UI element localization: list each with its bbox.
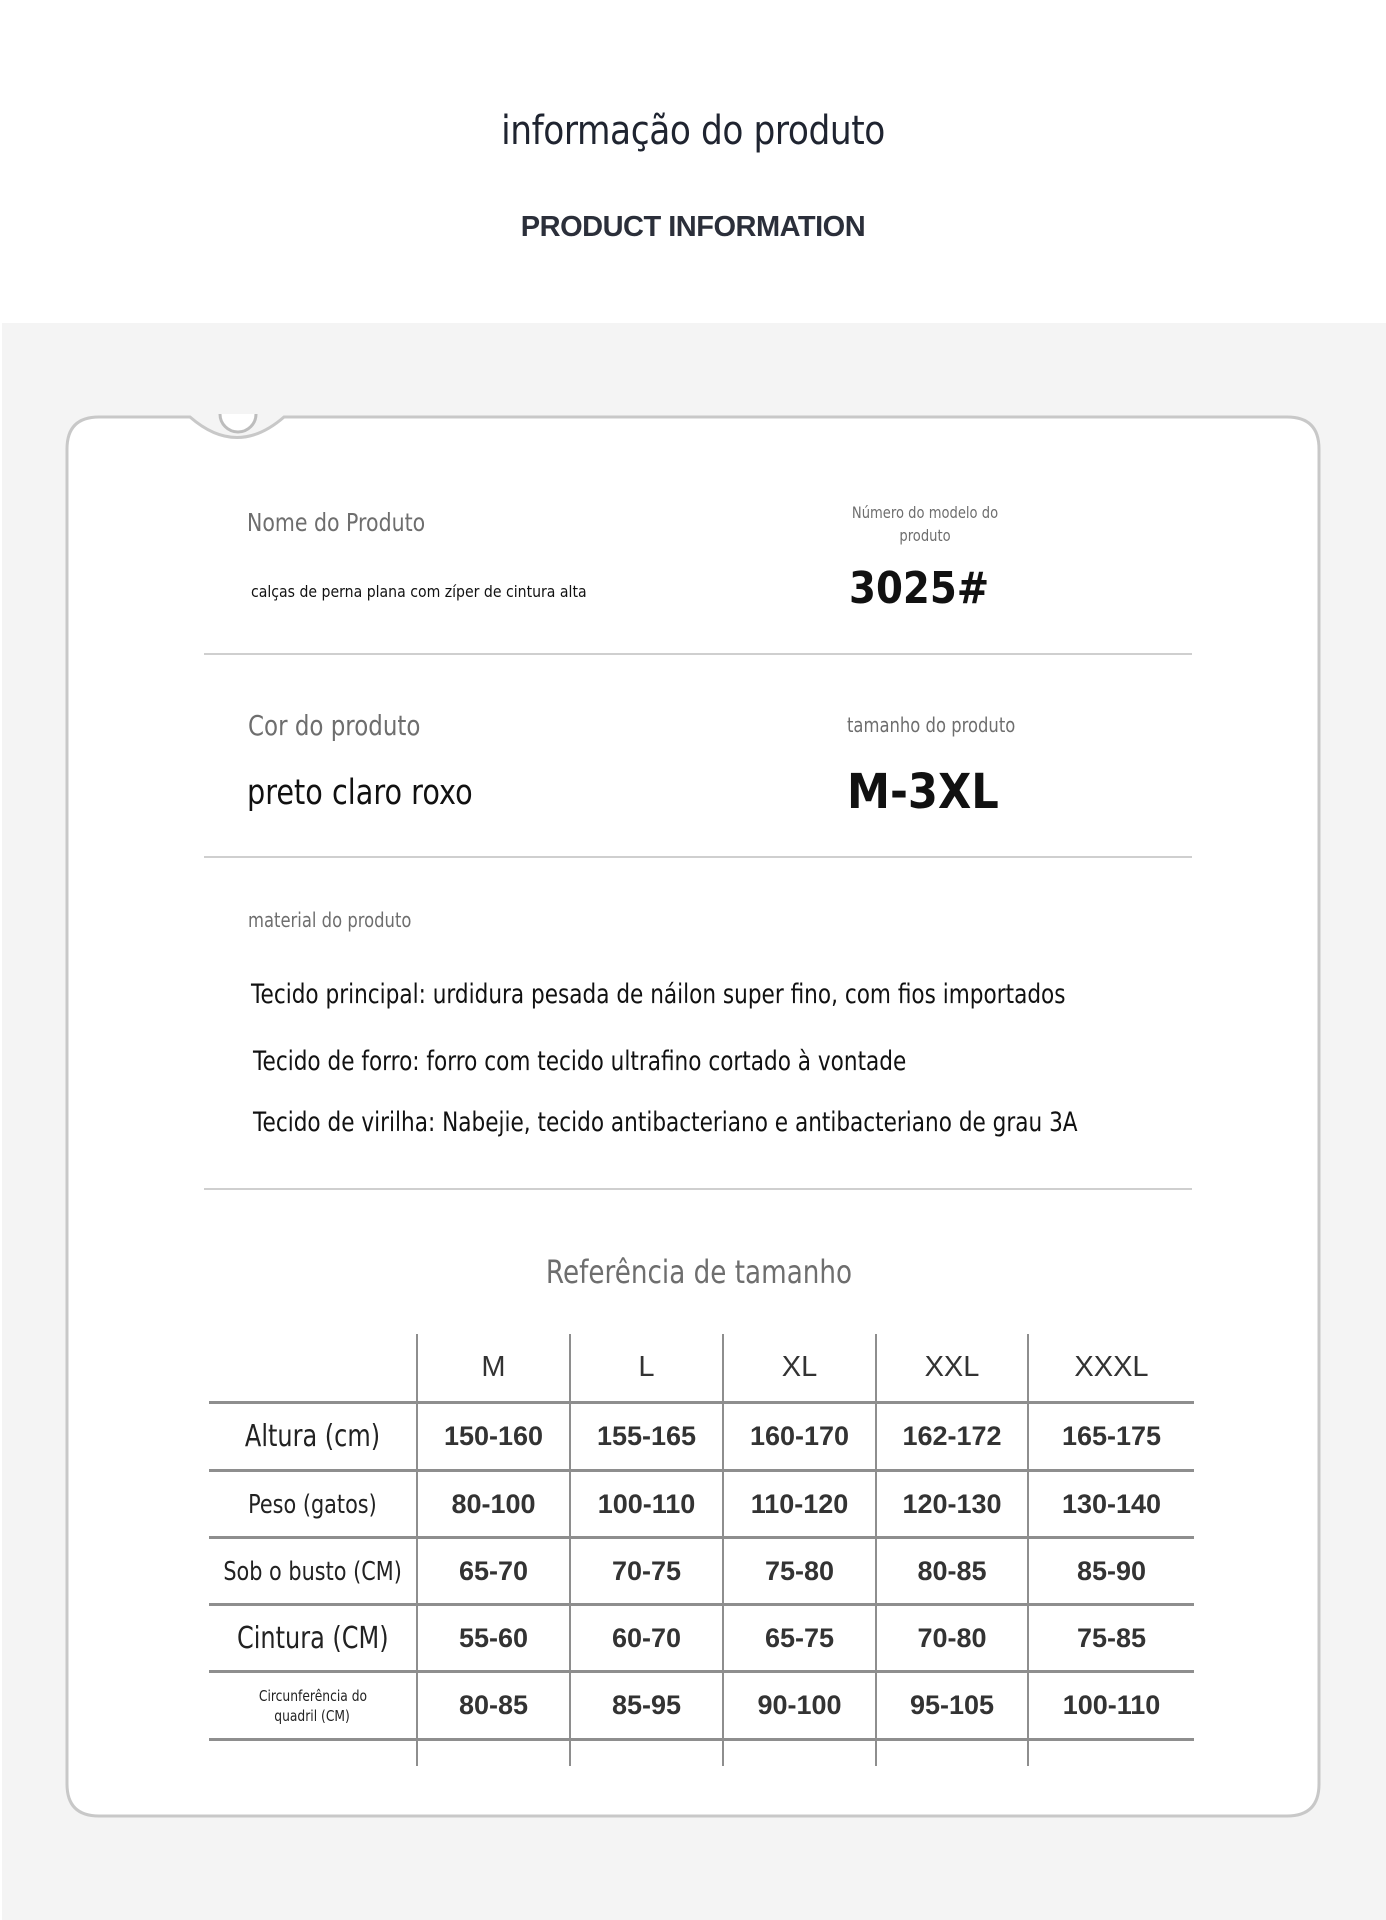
table-row: [209, 1672, 1194, 1739]
row-label-waist: Cintura (CM): [236, 1621, 389, 1656]
table-cell: 60-70: [611, 1623, 682, 1653]
table-cell: 150-160: [443, 1421, 544, 1451]
size-table-title: Referência de tamanho: [545, 1253, 853, 1291]
row-label-hip: Circunferência do quadril (CM): [258, 1686, 367, 1725]
column-header-xxxl: XXXL: [1074, 1351, 1149, 1383]
row-label-underbust: Sob o busto (CM): [223, 1556, 402, 1587]
table-cell: 70-80: [917, 1623, 987, 1653]
table-cell: 65-75: [764, 1623, 835, 1653]
product-color-label: Cor do produto: [248, 709, 421, 742]
table-row: [209, 1605, 1194, 1672]
table-cell: 100-110: [597, 1489, 696, 1519]
column-header-xxl: XXL: [924, 1351, 980, 1383]
table-cell: 75-85: [1076, 1623, 1147, 1653]
product-name-value: calças de perna plana com zíper de cintura alta: [251, 582, 587, 601]
table-cell: 160-170: [749, 1421, 850, 1451]
table-cell: 95-105: [909, 1690, 995, 1720]
divider: [204, 1188, 1192, 1190]
table-cell: 100-110: [1062, 1690, 1161, 1720]
page-subtitle: PRODUCT INFORMATION: [520, 211, 866, 243]
material-line-lining: Tecido de forro: forro com tecido ultrafino cortado à vontade: [253, 1046, 907, 1077]
table-cell: 65-70: [458, 1556, 529, 1586]
model-number-value: 3025#: [849, 563, 990, 614]
table-cell: 120-130: [902, 1489, 1002, 1519]
table-cell: 80-100: [451, 1489, 536, 1519]
product-size-label: tamanho do produto: [847, 713, 1016, 737]
table-cell: 75-80: [764, 1556, 835, 1586]
hang-hole-icon: [220, 414, 256, 432]
table-cell: 162-172: [902, 1421, 1002, 1451]
table-cell: 110-120: [750, 1489, 849, 1519]
table-cell: 85-95: [611, 1690, 682, 1720]
table-header-row: [209, 1334, 1194, 1401]
divider: [204, 653, 1192, 655]
page-title: informação do produto: [501, 108, 885, 154]
divider: [204, 856, 1192, 858]
table-cell: 130-140: [1061, 1489, 1162, 1519]
model-number-label: Número do modelo do produto: [851, 503, 999, 545]
table-cell: 55-60: [458, 1623, 529, 1653]
column-header-m: M: [481, 1351, 506, 1383]
row-label-height: Altura (cm): [244, 1419, 381, 1454]
material-line-main: Tecido principal: urdidura pesada de náilon super fino, com fios importados: [251, 979, 1066, 1010]
table-cell: 80-85: [458, 1690, 529, 1720]
table-cell: 85-90: [1076, 1556, 1147, 1586]
table-cell: 155-165: [596, 1421, 697, 1451]
row-label-weight: Peso (gatos): [248, 1489, 377, 1520]
product-color-value: preto claro roxo: [247, 773, 473, 813]
column-header-xl: XL: [781, 1351, 818, 1383]
table-row: [209, 1471, 1194, 1538]
table-cell: 165-175: [1061, 1421, 1162, 1451]
table-cell: 70-75: [611, 1556, 682, 1586]
table-cell: 80-85: [917, 1556, 987, 1586]
product-name-label: Nome do Produto: [247, 508, 426, 537]
product-size-value: M-3XL: [847, 764, 999, 820]
column-header-l: L: [638, 1351, 655, 1383]
table-cell: 90-100: [757, 1690, 842, 1720]
table-row: [209, 1403, 1194, 1470]
product-material-label: material do produto: [248, 908, 412, 932]
material-line-crotch: Tecido de virilha: Nabejie, tecido antibacteriano e antibacteriano de grau 3A: [253, 1107, 1078, 1138]
table-row: [209, 1538, 1194, 1605]
